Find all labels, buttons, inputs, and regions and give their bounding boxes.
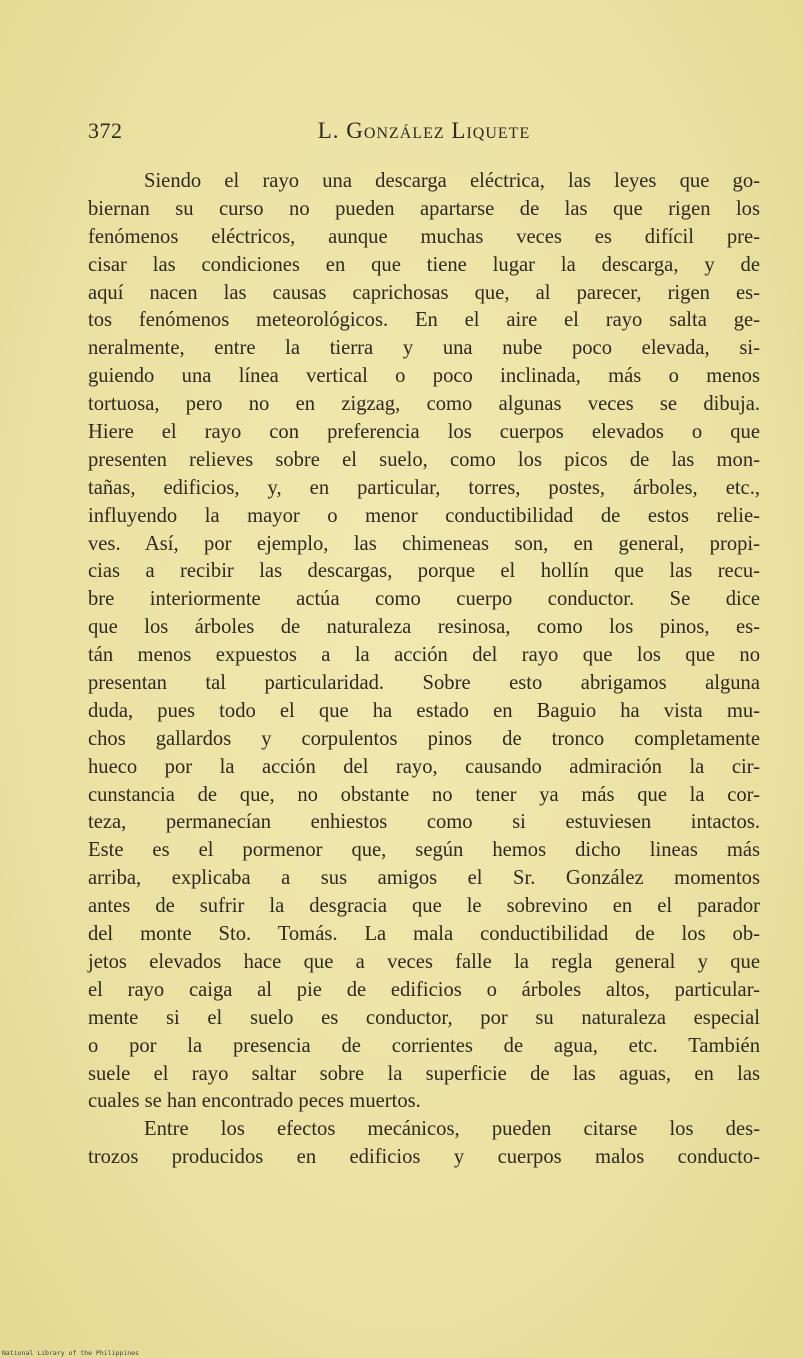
text-line: tos fenómenos meteorológicos. En el aire el rayo salta ge- — [88, 309, 760, 332]
text-line: mente si el suelo es conductor, por su naturaleza especial — [88, 1006, 760, 1029]
text-line: antes de sufrir la desgracia que le sobrevino en el parador — [88, 895, 760, 918]
text-line: cisar las condiciones en que tiene lugar la descarga, y de — [88, 253, 760, 276]
text-line: cunstancia de que, no obstante no tener ya más que la cor- — [88, 783, 760, 806]
text-line: fenómenos eléctricos, aunque muchas veces es difícil pre- — [88, 225, 760, 248]
text-line: Siendo el rayo una descarga eléctrica, las leyes que go- — [144, 170, 760, 192]
text-line: cuales se han encontrado peces muertos. — [88, 1090, 421, 1113]
text-line: teza, permanecían enhiestos como si estuviesen intactos. — [88, 811, 760, 834]
text-line: guiendo una línea vertical o poco inclinada, más o menos — [88, 365, 760, 388]
library-credit: National Library of the Philippines — [2, 1349, 139, 1357]
page-number: 372 — [88, 118, 123, 143]
text-line: suele el rayo saltar sobre la superficie de las aguas, en las — [88, 1062, 760, 1085]
text-line: que los árboles de naturaleza resinosa, como los pinos, es- — [88, 616, 760, 639]
text-line: trozos producidos en edificios y cuerpos malos conducto- — [88, 1146, 760, 1169]
text-line: presentan tal particularidad. Sobre esto abrigamos alguna — [88, 672, 760, 695]
text-line: arriba, explicaba a sus amigos el Sr. González momentos — [88, 867, 760, 890]
text-line: cias a recibir las descargas, porque el hollín que las recu- — [88, 560, 760, 583]
text-line: bre interiormente actúa como cuerpo conductor. Se dice — [88, 588, 760, 611]
text-line: jetos elevados hace que a veces falle la regla general y que — [88, 950, 760, 973]
running-head: L. González Liquete — [317, 118, 531, 143]
text-line: presenten relieves sobre el suelo, como los picos de las mon- — [88, 448, 760, 471]
text-line: neralmente, entre la tierra y una nube poco elevada, si- — [88, 337, 760, 360]
text-line: tañas, edificios, y, en particular, torres, postes, árboles, etc., — [88, 476, 760, 499]
text-line: o por la presencia de corrientes de agua, etc. También — [88, 1034, 760, 1057]
text-line: tán menos expuestos a la acción del rayo que los que no — [88, 644, 760, 667]
page-header — [88, 118, 760, 148]
text-line: del monte Sto. Tomás. La mala conductibilidad de los ob- — [88, 923, 760, 946]
text-line: chos gallardos y corpulentos pinos de tronco completamente — [88, 727, 760, 750]
text-line: influyendo la mayor o menor conductibilidad de estos relie- — [88, 504, 760, 527]
text-line: aquí nacen las causas caprichosas que, al parecer, rigen es- — [88, 281, 760, 304]
text-line: Este es el pormenor que, según hemos dicho lineas más — [88, 839, 760, 862]
text-line: hueco por la acción del rayo, causando admiración la cir- — [88, 755, 760, 778]
text-line: Entre los efectos mecánicos, pueden citarse los des- — [144, 1118, 760, 1141]
text-line: el rayo caiga al pie de edificios o árboles altos, particular- — [88, 978, 760, 1001]
text-line: tortuosa, pero no en zigzag, como algunas veces se dibuja. — [88, 393, 760, 416]
text-line: ves. Así, por ejemplo, las chimeneas son, en general, propi- — [88, 532, 760, 555]
body-text — [88, 168, 760, 1172]
text-line: Hiere el rayo con preferencia los cuerpos elevados o que — [88, 421, 760, 444]
text-line: biernan su curso no pueden apartarse de las que rigen los — [88, 197, 760, 220]
text-line: duda, pues todo el que ha estado en Baguio ha vista mu- — [88, 699, 760, 722]
